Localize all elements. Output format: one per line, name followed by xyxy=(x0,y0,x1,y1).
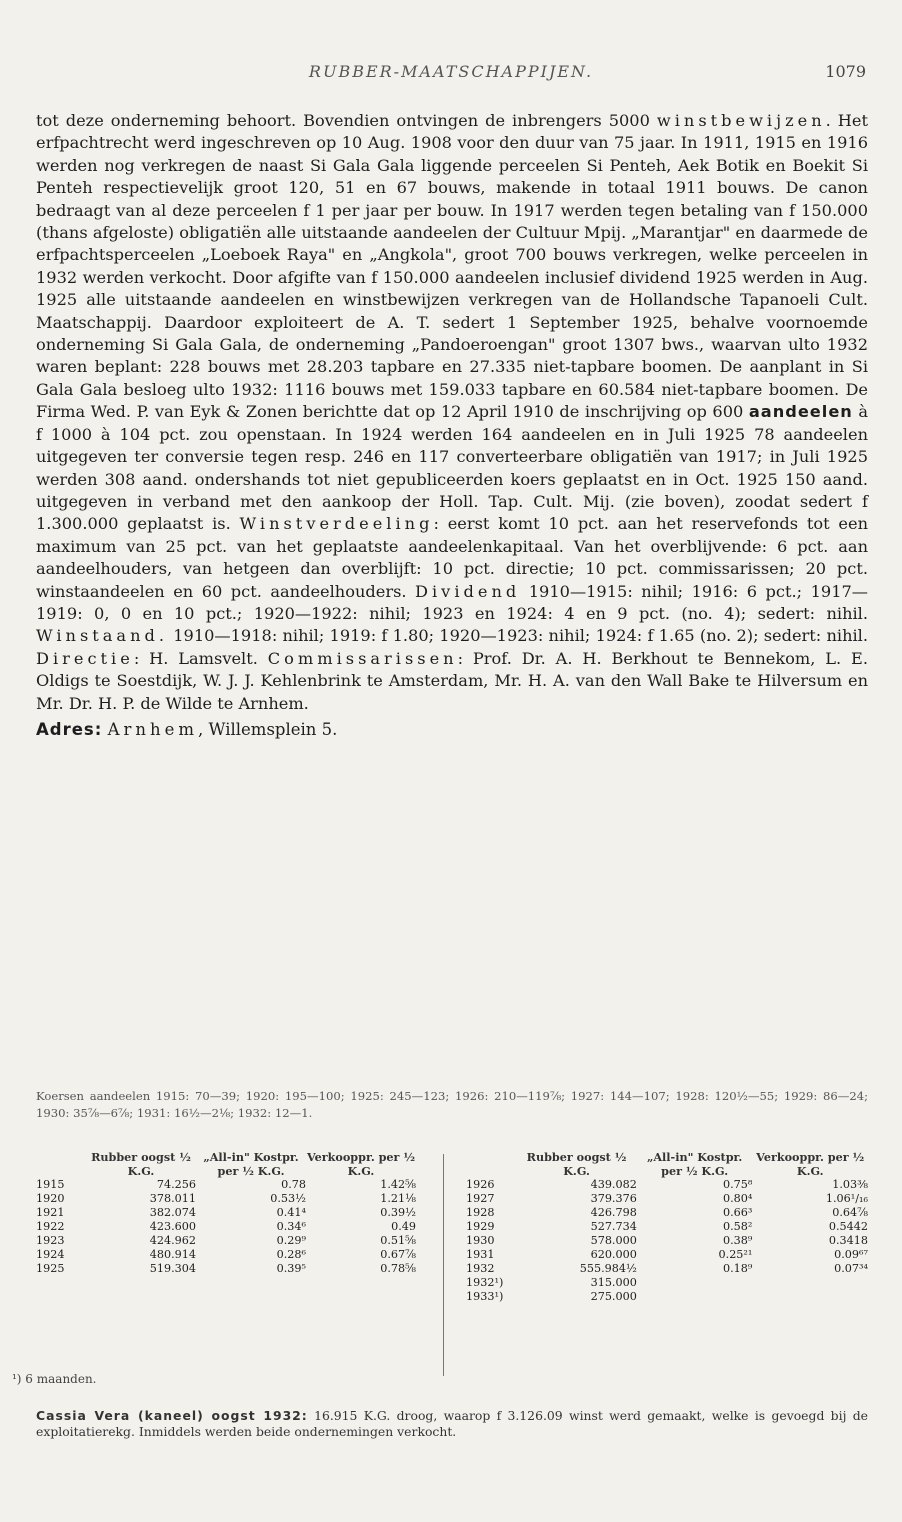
cell-kostpr: 0.28⁶ xyxy=(276,1248,306,1261)
spaced-term: winstbewijzen xyxy=(656,111,826,130)
cell-year: 1926 xyxy=(466,1178,495,1191)
cell-year: 1922 xyxy=(36,1220,65,1233)
cell-verkoop: 0.49 xyxy=(391,1220,416,1233)
section-label-winstaand: Winstaand. xyxy=(36,626,169,646)
table-row xyxy=(466,1276,868,1290)
table-row xyxy=(466,1290,868,1304)
table-body-left xyxy=(36,1178,416,1276)
cell-year: 1932 xyxy=(466,1262,495,1275)
col-header-rubber: Rubber oogst ½ K.G. xyxy=(91,1150,191,1178)
table-row xyxy=(36,1192,416,1206)
cell-year: 1920 xyxy=(36,1192,65,1205)
col-header-verkoop: Verkooppr. per ½ K.G. xyxy=(756,1150,865,1178)
cell-verkoop: 0.51⅝ xyxy=(380,1234,416,1247)
cell-oogst: 519.304 xyxy=(149,1262,196,1275)
section-label-directie: Directie xyxy=(36,648,134,668)
col-header-kostpr: „All-in" Kostpr. per ½ K.G. xyxy=(203,1150,299,1178)
cassia-note xyxy=(36,1408,868,1440)
table-row xyxy=(36,1248,416,1262)
table-row xyxy=(466,1234,868,1248)
body-text: : Prof. Dr. A. H. Berkhout te Bennekom, L. E. Oldigs te Soestdijk, W. J. J. Kehlenbrink te Amsterdam, Mr. H. A. van den Wall Bake te Hilversum en Mr. Dr. H. P. de Wilde te Arnhem. xyxy=(36,648,868,713)
article-body xyxy=(36,110,868,741)
cell-year: 1915 xyxy=(36,1178,65,1191)
cell-verkoop xyxy=(752,1276,868,1290)
col-header-kostpr: „All-in" Kostpr. per ½ K.G. xyxy=(646,1150,743,1178)
cell-oogst: 439.082 xyxy=(590,1178,637,1191)
table-body-right xyxy=(466,1178,868,1304)
body-text: à f 1000 à 104 pct. zou openstaan. In 1924 werden 164 aandeelen en in Juli 1925 78 aandeelen uitgegeven ter conversie tegen resp. 246 en 117 converteerbare obligatiën van 1917; in Juli 1925 werden 308 aand. ondershands tot niet gepubliceerden koers geplaatst en in Oct. 1925 150 aand. uitgegeven in verband met den aankoop der Holl. Tap. Cult. Mij. (zie boven), zoodat sedert f 1.300.000 geplaatst is. xyxy=(36,402,869,534)
cell-kostpr: 0.53½ xyxy=(270,1192,306,1205)
cell-kostpr: 0.80⁴ xyxy=(723,1192,753,1205)
page-header xyxy=(36,62,866,86)
page-number: 1079 xyxy=(825,62,866,81)
col-year xyxy=(466,1150,516,1178)
cell-verkoop: 0.09⁶⁷ xyxy=(834,1248,868,1261)
section-label-dividend: Dividend xyxy=(415,581,521,601)
cell-verkoop: 0.64⅞ xyxy=(832,1206,868,1219)
table-row xyxy=(36,1206,416,1220)
cell-oogst: 74.256 xyxy=(156,1178,196,1191)
cassia-label: Cassia Vera (kaneel) oogst 1932: xyxy=(36,1408,308,1423)
body-text: 1910—1918: nihil; 1919: f 1.80; 1920—1923: nihil; 1924: f 1.65 (no. 2); sedert: nihil. xyxy=(173,626,868,646)
cell-oogst: 620.000 xyxy=(590,1248,637,1261)
cell-kostpr: 0.78 xyxy=(281,1178,306,1191)
address-label: Adres: xyxy=(36,719,103,739)
address-city: Arnhem xyxy=(107,719,199,739)
col-header-verkoop: Verkooppr. per ½ K.G. xyxy=(306,1150,416,1178)
section-label-commissarissen: Commissarissen xyxy=(267,648,458,668)
cell-kostpr: 0.18⁹ xyxy=(723,1262,753,1275)
cell-kostpr: 0.41⁴ xyxy=(276,1206,306,1219)
cell-verkoop: 0.07³⁴ xyxy=(834,1262,868,1275)
footnote: ¹) 6 maanden. xyxy=(12,1372,97,1386)
cell-kostpr xyxy=(637,1276,753,1290)
col-header-rubber: Rubber oogst ½ K.G. xyxy=(526,1150,627,1178)
table-row xyxy=(466,1262,868,1276)
cell-year: 1921 xyxy=(36,1206,65,1219)
cell-kostpr: 0.75⁸ xyxy=(723,1178,753,1191)
cell-verkoop: 1.06¹/₁₆ xyxy=(825,1192,868,1205)
cell-year: 1931 xyxy=(466,1248,495,1261)
cell-year: 1924 xyxy=(36,1248,65,1261)
cell-verkoop xyxy=(752,1290,868,1304)
cell-kostpr: 0.39⁵ xyxy=(276,1262,306,1275)
table-row xyxy=(36,1178,416,1192)
cell-oogst: 426.798 xyxy=(590,1206,637,1219)
table-row xyxy=(36,1262,416,1276)
cell-verkoop: 1.42⅝ xyxy=(380,1178,416,1191)
body-text: 1910—1915: nihil; 1916: 6 pct.; 1917—1919: 0, 0 en 10 pct.; 1920—1922: nihil; 1923 en 1924: 4 en 9 pct. (no. 4); sedert: nihil. xyxy=(36,581,868,623)
address-rest: , Willemsplein 5. xyxy=(198,719,338,739)
cell-year: 1923 xyxy=(36,1234,65,1247)
table-row xyxy=(466,1192,868,1206)
article-paragraph xyxy=(36,110,868,715)
table-row xyxy=(466,1178,868,1192)
table-row xyxy=(36,1234,416,1248)
cell-verkoop: 0.78⅝ xyxy=(380,1262,416,1275)
cell-kostpr xyxy=(637,1290,753,1304)
col-year xyxy=(36,1150,86,1178)
section-label-winstverdeeling: Winstverdeeling xyxy=(239,514,434,534)
cell-year: 1933¹) xyxy=(466,1290,504,1303)
cell-oogst: 555.984½ xyxy=(579,1262,637,1275)
address-line xyxy=(36,719,868,741)
cell-year: 1932¹) xyxy=(466,1276,504,1289)
cell-oogst: 378.011 xyxy=(149,1192,196,1205)
cell-oogst: 424.962 xyxy=(149,1234,196,1247)
body-text: . Het erfpachtrecht werd ingeschreven op 10 Aug. 1908 voor den duur van 75 jaar. In 1911, 1915 en 1916 werden nog verkregen de naast Si Gala Gala liggende perceelen Si Penteh, Aek Botik en Boekit Si Penteh respectievelijk groot 120, 51 en 67 bouws, makende in totaal 1911 bouws. De canon bedraagt van al deze perceelen f 1 per jaar per bouw. In 1917 werden tegen betaling van f 150.000 (thans afgeloste) obligatiën alle uitstaande aandeelen der Cultuur Mpij. „Marantjar" en daarmede de erfpachtsperceelen „Loeboek Raya" en „Angkola", groot 700 bouws verkregen, welke perceelen in 1932 werden verkocht. Door afgifte van f 150.000 aandeelen inclusief dividend 1925 werden in Aug. 1925 alle uitstaande aandeelen en winstbewijzen verkregen van de Hollandsche Tapanoeli Cult. Maatschappij. Daardoor exploiteert de A. T. sedert 1 September 1925, behalve voornoemde onderneming Si Gala Gala, de onderneming „Pandoeroengan" groot 1307 bws., waarvan ulto 1932 waren beplant: 228 bouws met 28.203 tapbare en 27.335 niet-tapbare boomen. De aanplant in Si Gala Gala besloeg ulto 1932: 1116 bouws met 159.033 tapbare en 60.584 niet-tapbare boomen. De Firma Wed. P. van Eyk & Zonen berichtte dat op 12 April 1910 de inschrijving op 600 xyxy=(36,111,868,422)
cell-oogst: 379.376 xyxy=(590,1192,637,1205)
cell-oogst: 423.600 xyxy=(149,1220,196,1233)
cell-oogst: 382.074 xyxy=(149,1206,196,1219)
table-divider xyxy=(443,1154,444,1376)
cell-verkoop: 1.03⅜ xyxy=(832,1178,868,1191)
cell-year: 1925 xyxy=(36,1262,65,1275)
cell-kostpr: 0.29⁹ xyxy=(276,1234,306,1247)
cell-kostpr: 0.38⁹ xyxy=(723,1234,753,1247)
cell-kostpr: 0.34⁶ xyxy=(276,1220,306,1233)
cell-kostpr: 0.25²¹ xyxy=(718,1248,753,1261)
share-prices: Koersen aandeelen 1915: 70—39; 1920: 195—100; 1925: 245—123; 1926: 210—119⅞; 1927: 144—107; 1928: 120½—55; 1929: 86—24; 1930: 35⅞—6⅞; 1931: 16½—2⅛; 1932: 12—1. xyxy=(36,1089,868,1120)
table-row xyxy=(466,1206,868,1220)
body-text: : H. Lamsvelt. xyxy=(133,648,258,668)
cell-oogst: 315.000 xyxy=(590,1276,637,1289)
cell-oogst: 275.000 xyxy=(590,1290,637,1303)
body-text: tot deze onderneming behoort. Bovendien ontvingen de inbrengers 5000 xyxy=(36,111,650,130)
harvest-table-left xyxy=(36,1150,416,1276)
harvest-table-right xyxy=(466,1150,868,1304)
body-text: : eerst komt 10 pct. aan het reservefonds tot een maximum van 25 pct. van het geplaatste aandeelenkapitaal. Van het overblijvende: 6 pct. aan aandeelhouders, van hetgeen dan overblijft: 10 pct. directie; 10 pct. commissarissen; 20 pct. winstaandeelen en 60 pct. aandeelhouders. xyxy=(36,514,869,601)
cell-oogst: 578.000 xyxy=(590,1234,637,1247)
harvest-tables xyxy=(36,1150,868,1380)
cell-oogst: 480.914 xyxy=(149,1248,196,1261)
cell-year: 1928 xyxy=(466,1206,495,1219)
cell-verkoop: 1.21⅛ xyxy=(380,1192,416,1205)
table-row xyxy=(36,1220,416,1234)
running-title: RUBBER-MAATSCHAPPIJEN. xyxy=(308,62,594,81)
table-row xyxy=(466,1220,868,1234)
cell-year: 1929 xyxy=(466,1220,495,1233)
cell-verkoop: 0.5442 xyxy=(828,1220,868,1233)
bold-term: aandeelen xyxy=(748,402,853,422)
cell-kostpr: 0.58² xyxy=(723,1220,753,1233)
cassia-text: 16.915 K.G. droog, waarop f 3.126.09 winst werd gemaakt, welke is gevoegd bij de exploitatierekg. Inmiddels werden beide ondernemingen verkocht. xyxy=(36,1408,868,1439)
cell-verkoop: 0.39½ xyxy=(380,1206,416,1219)
cell-oogst: 527.734 xyxy=(590,1220,637,1233)
cell-year: 1930 xyxy=(466,1234,495,1247)
cell-year: 1927 xyxy=(466,1192,495,1205)
cell-kostpr: 0.66³ xyxy=(723,1206,753,1219)
cell-verkoop: 0.3418 xyxy=(828,1234,868,1247)
table-row xyxy=(466,1248,868,1262)
cell-verkoop: 0.67⅞ xyxy=(380,1248,416,1261)
